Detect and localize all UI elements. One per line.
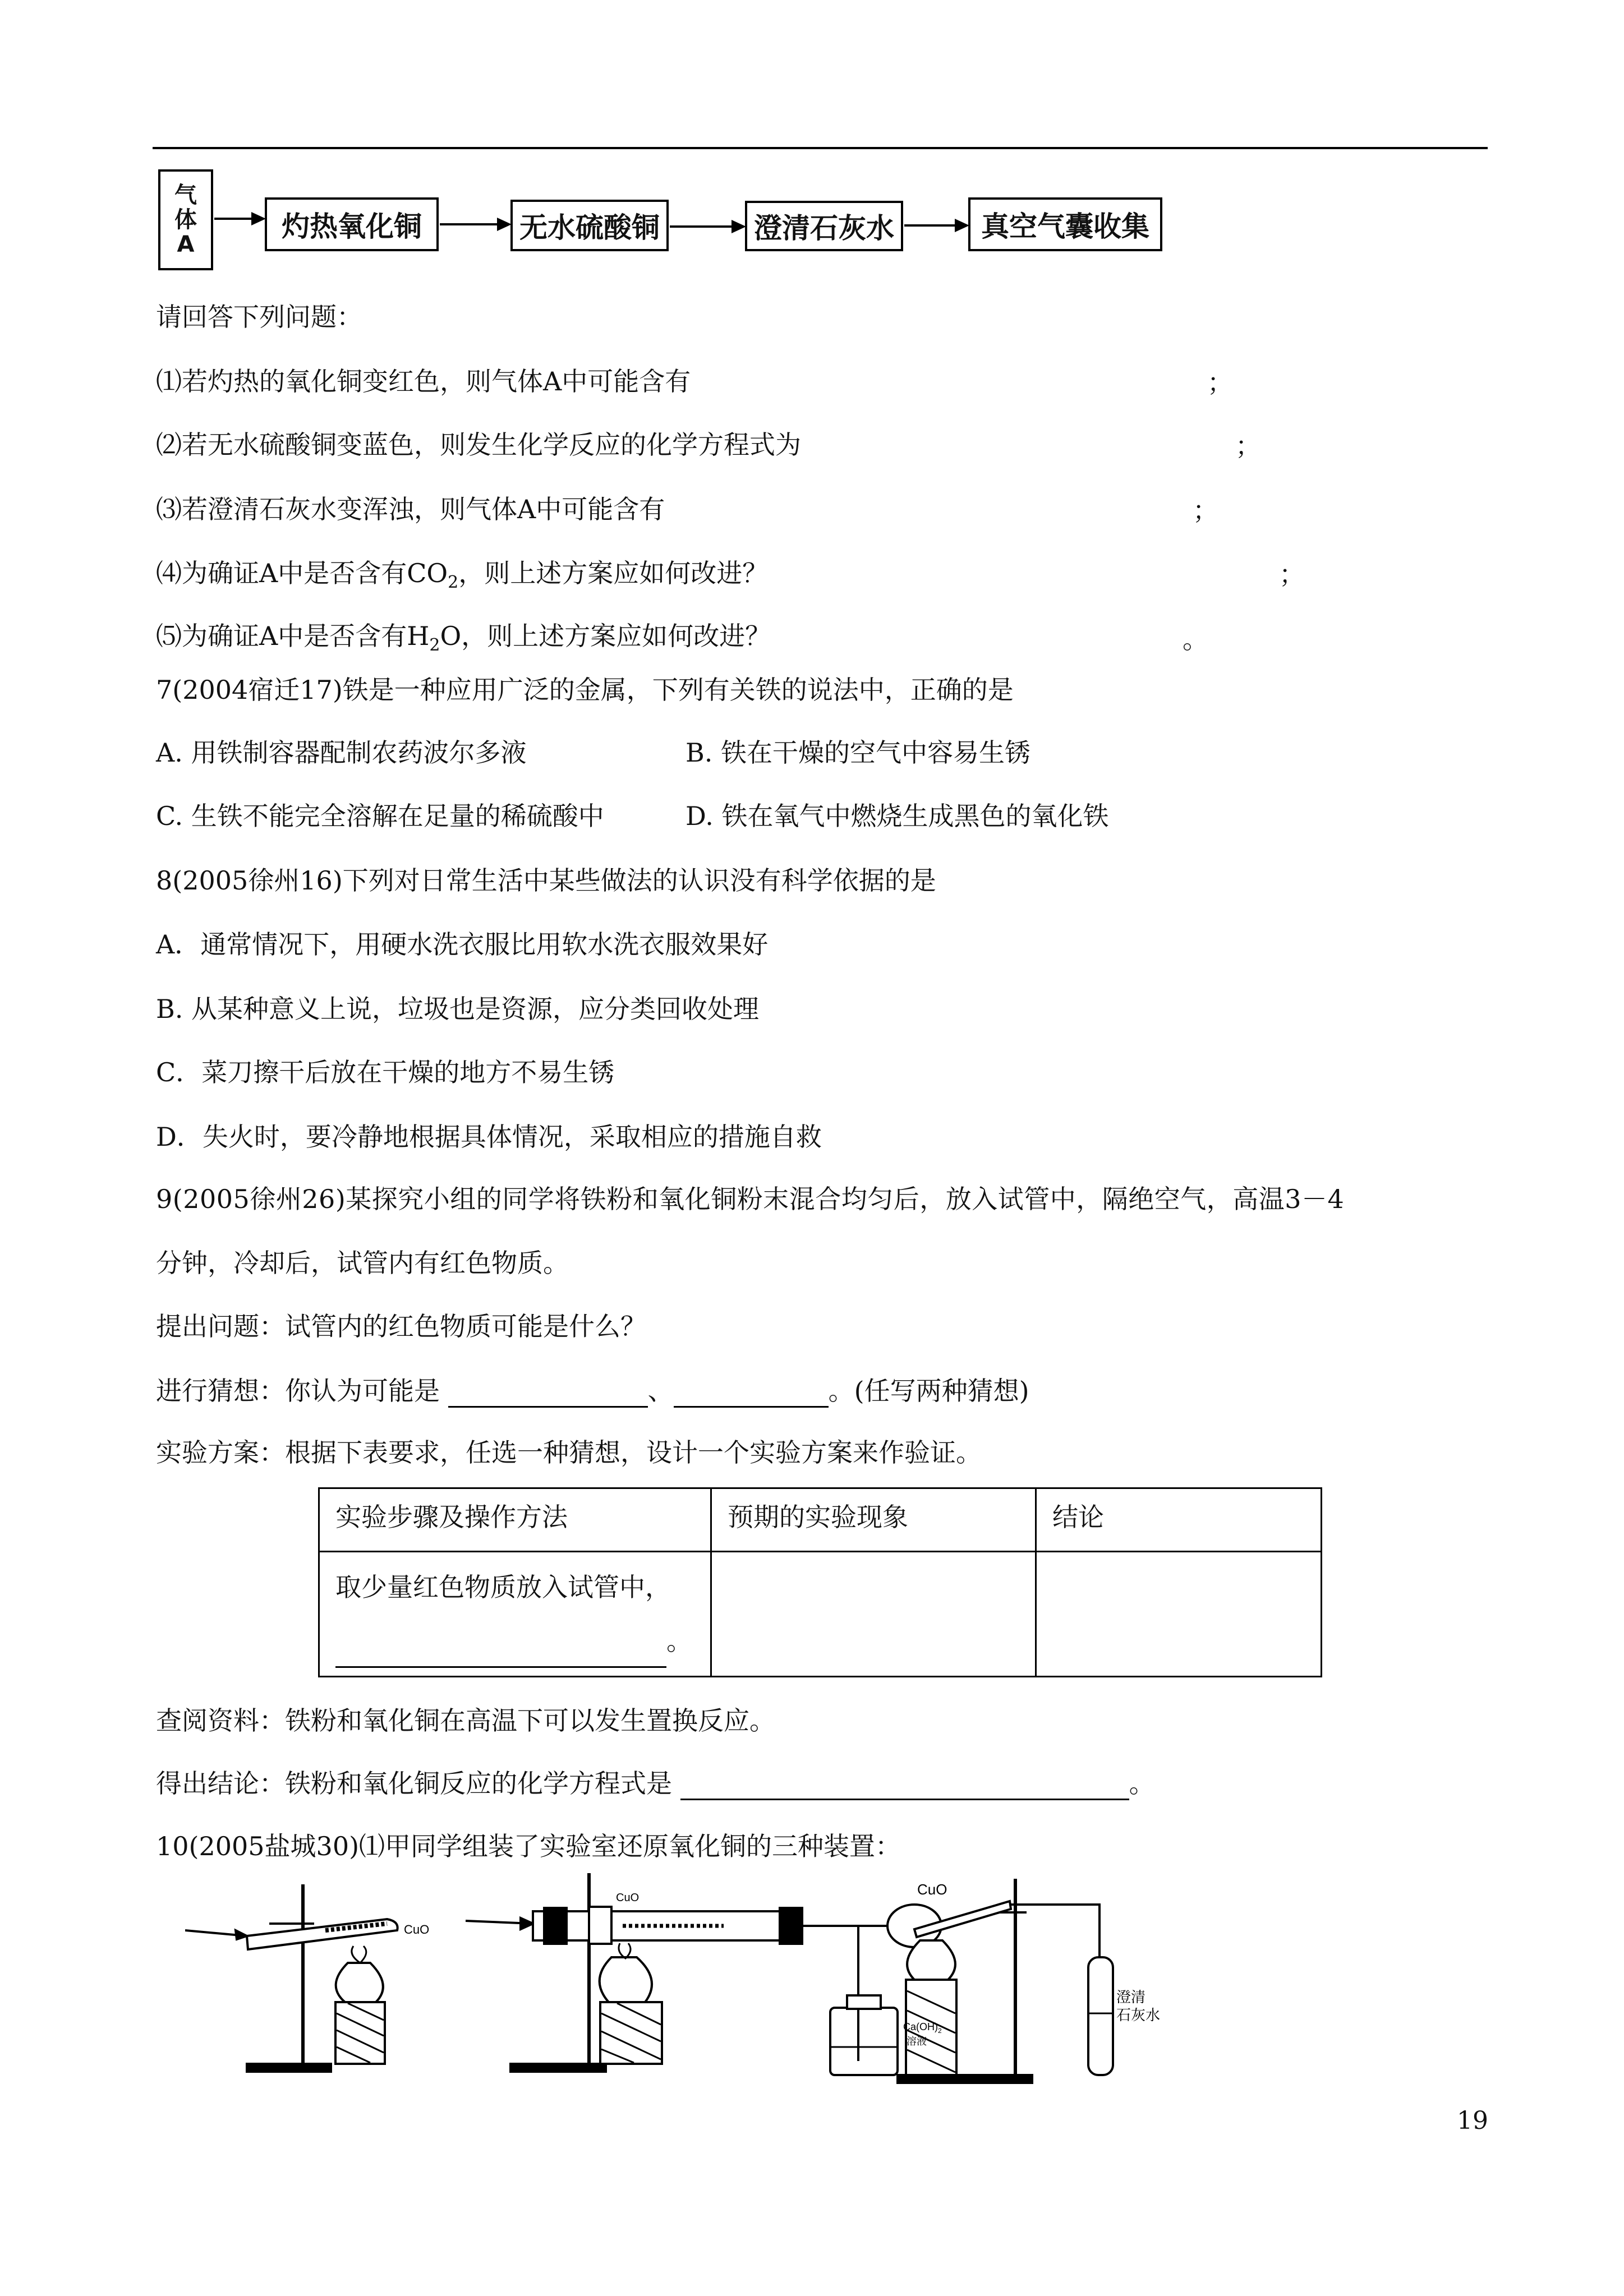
label-cuo-1: CuO	[404, 1922, 430, 1937]
flow-step-limewater: 澄清石灰水	[745, 201, 903, 251]
q7-option-b: B. 铁在干燥的空气中容易生锈	[686, 737, 1031, 768]
question-1: ⑴若灼热的氧化铜变红色，则气体A中可能含有	[156, 366, 691, 397]
q7-option-c: C. 生铁不能完全溶解在足量的稀硫酸中	[156, 801, 604, 831]
table-header-conclusion: 结论	[1036, 1488, 1322, 1552]
q8-option-c: C．菜刀擦干后放在干燥的地方不易生锈	[156, 1057, 615, 1087]
q4-text: ⑷为确证A中是否含有CO	[156, 558, 448, 588]
question-5	[156, 619, 771, 662]
q5-tail: O，则上述方案应如何改进？	[440, 621, 771, 651]
table-step-blank[interactable]	[335, 1638, 666, 1668]
table-header-steps: 实验步骤及操作方法	[319, 1488, 711, 1552]
table-cell-conclusion[interactable]	[1036, 1552, 1322, 1677]
hypothesis-blank-1[interactable]	[448, 1379, 648, 1408]
q8-option-b: B. 从某种意义上说，垃圾也是资源，应分类回收处理	[156, 994, 760, 1024]
hypothesis-separator: 、	[647, 1376, 674, 1406]
flow-step-hot-cuo: 灼热氧化铜	[265, 197, 439, 251]
flow-step-cuso4: 无水硫酸铜	[510, 200, 669, 251]
label-limewater-1: 澄清	[1116, 1989, 1146, 2005]
table-row	[319, 1552, 1322, 1677]
label-solution: 溶液	[907, 2036, 927, 2047]
q2-semicolon: ；	[1235, 431, 1261, 461]
hypothesis-blank-2[interactable]	[674, 1379, 829, 1408]
q9-hypothesis	[156, 1374, 1029, 1408]
table-step-tail: 。	[666, 1626, 692, 1656]
hypothesis-tail: 。(任写两种猜想)	[828, 1376, 1029, 1406]
q5-period: 。	[1183, 624, 1208, 654]
caoh-text: Ca(OH)	[903, 2021, 938, 2032]
flow-arrow	[440, 223, 509, 225]
page-number: 19	[1457, 2106, 1488, 2135]
hypothesis-label: 进行猜想：你认为可能是	[156, 1376, 440, 1406]
q8-option-d: D．失火时，要冷静地根据具体情况，采取相应的措施自救	[156, 1122, 822, 1152]
apparatus-1	[185, 1884, 398, 2072]
table-header-row	[319, 1488, 1322, 1552]
apparatus-figures	[185, 1868, 1335, 2086]
flow-arrow	[904, 224, 967, 227]
equation-blank[interactable]	[680, 1772, 1129, 1800]
q8-option-a: A．通常情况下，用硬水洗衣服比用软水洗衣服效果好	[156, 929, 769, 960]
q9-plan: 实验方案：根据下表要求，任选一种猜想，设计一个实验方案来作验证。	[156, 1437, 982, 1468]
flow-step-gas-bag: 真空气囊收集	[968, 197, 1162, 251]
table-header-phenomenon: 预期的实验现象	[711, 1488, 1036, 1552]
q3-semicolon: ；	[1193, 495, 1218, 525]
question-8: 8(2005徐州16)下列对日常生活中某些做法的认识没有科学依据的是	[156, 865, 936, 896]
question-7: 7(2004宿迁17)铁是一种应用广泛的金属，下列有关铁的说法中，正确的是	[156, 675, 1014, 705]
q9-problem: 提出问题：试管内的红色物质可能是什么？	[156, 1311, 646, 1341]
conclusion-label: 得出结论：铁粉和氧化铜反应的化学方程式是	[156, 1768, 672, 1799]
q1-semicolon: ；	[1207, 367, 1233, 398]
question-3: ⑶若澄清石灰水变浑浊，则气体A中可能含有	[156, 494, 665, 524]
q4-tail: ，则上述方案应如何改进？	[458, 558, 769, 588]
header-rule	[153, 147, 1488, 149]
q9-conclusion	[156, 1767, 1155, 1800]
q4-subscript: 2	[448, 573, 459, 593]
table-cell-phenomenon[interactable]	[711, 1552, 1036, 1677]
q4-semicolon: ；	[1279, 559, 1305, 589]
apparatus-2	[466, 1873, 941, 2075]
question-9: 9(2005徐州26)某探究小组的同学将铁粉和氧化铜粉末混合均匀后，放入试管中，隔绝空气，高温3－4	[156, 1184, 1345, 1214]
conclusion-tail: 。	[1129, 1768, 1155, 1799]
gas-a-box: 气体A	[158, 169, 213, 270]
q5-text: ⑸为确证A中是否含有H	[156, 621, 430, 651]
instruction: 请回答下列问题：	[156, 302, 362, 332]
question-9-cont: 分钟，冷却后，试管内有红色物质。	[156, 1248, 569, 1278]
label-limewater-2: 石灰水	[1116, 2007, 1161, 2023]
caoh-subscript: 2	[938, 2027, 942, 2035]
question-2: ⑵若无水硫酸铜变蓝色，则发生化学反应的化学方程式为	[156, 430, 801, 460]
q9-reference: 查阅资料：铁粉和氧化铜在高温下可以发生置换反应。	[156, 1705, 775, 1736]
question-4	[156, 556, 768, 600]
q5-subscript: 2	[429, 635, 440, 656]
flow-arrow	[214, 218, 264, 220]
table-step-text: 取少量红色物质放入试管中，	[335, 1572, 671, 1602]
q7-option-d: D. 铁在氧气中燃烧生成黑色的氧化铁	[686, 801, 1109, 831]
q7-option-a: A. 用铁制容器配制农药波尔多液	[156, 737, 527, 768]
question-10: 10(2005盐城30)⑴甲同学组装了实验室还原氧化铜的三种装置：	[156, 1831, 901, 1861]
experiment-table	[318, 1487, 1322, 1677]
label-cuo-3: CuO	[917, 1881, 947, 1898]
label-cuo-2: CuO	[616, 1892, 640, 1904]
flow-arrow	[670, 225, 744, 228]
table-cell-steps	[319, 1552, 711, 1677]
